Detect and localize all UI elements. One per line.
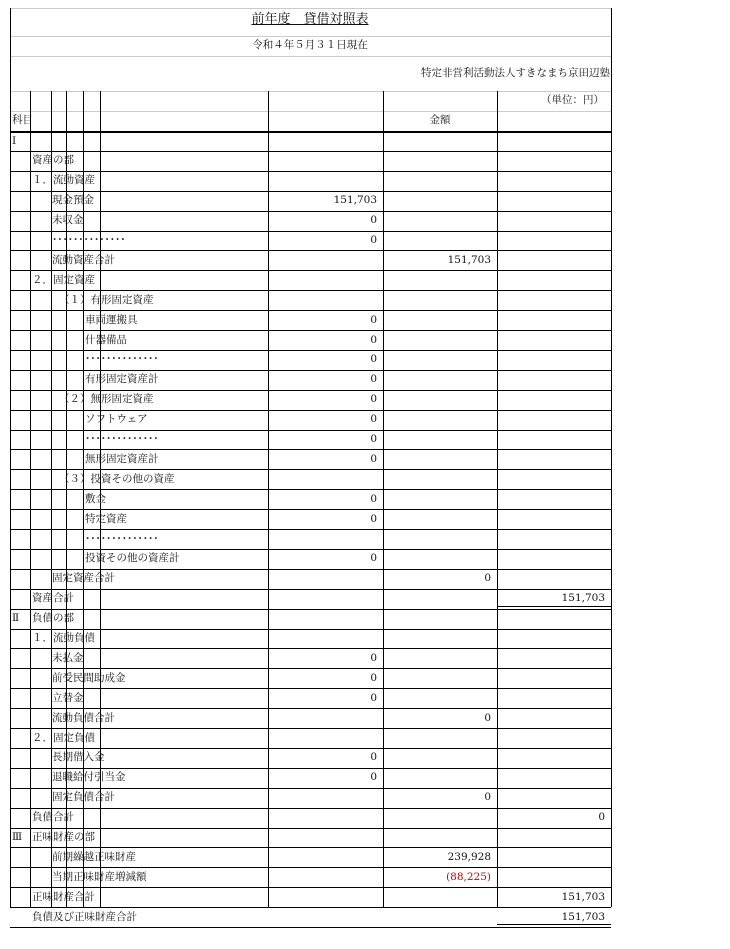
row-label: （２）無形固定資産 (59, 393, 154, 406)
row-label: ２．固定資産 (32, 273, 95, 286)
amount-cell: 0 (370, 512, 377, 525)
section-label: 正味財産の部 (32, 831, 95, 843)
amount-cell: 0 (370, 651, 377, 664)
grid-line (10, 270, 611, 271)
row-label: 投資その他の資産計 (85, 552, 180, 565)
organization-name: 特定非営利活動法人すきなまち京田辺塾 (421, 67, 610, 79)
row-label: 流動負債合計 (52, 711, 115, 724)
row-label: （１）有形固定資産 (59, 293, 154, 306)
row-label: ･･････････････ (85, 532, 159, 545)
row-label: 資産合計 (32, 592, 74, 605)
amount-cell: 0 (370, 671, 377, 684)
amount-cell: 0 (370, 214, 377, 227)
row-label: 立替金 (52, 691, 84, 704)
as-of-date: 令和４年５月３１日現在 (252, 39, 368, 51)
amount-cell: 0 (484, 572, 491, 585)
amount-cell: 0 (370, 333, 377, 346)
row-label: 固定資産合計 (52, 572, 115, 585)
row-label: 什器備品 (85, 333, 127, 346)
grid-line (383, 91, 384, 907)
row-label: 長期借入金 (52, 751, 105, 764)
row-label: 流動資産合計 (52, 253, 115, 266)
row-label: 資産の部 (32, 154, 74, 167)
row-label: 負債及び正味財産合計 (32, 910, 137, 923)
header-rule (10, 36, 611, 37)
row-label: 負債合計 (32, 811, 74, 824)
row-label: １．流動資産 (32, 174, 95, 187)
amount-cell: 0 (370, 413, 377, 426)
amount-cell: 0 (370, 452, 377, 465)
row-label: Ⅲ (12, 831, 23, 843)
row-label: ･･････････････ (52, 234, 126, 246)
grid-line (497, 91, 498, 907)
grid-line (611, 8, 612, 907)
amount-column-header: 金額 (429, 114, 451, 126)
row-label: 有形固定資産計 (85, 373, 159, 386)
amount-cell: 0 (370, 751, 377, 764)
section-label: 負債の部 (32, 612, 74, 625)
grid-line (10, 629, 611, 630)
row-label: １．流動負債 (32, 632, 95, 644)
row-label: 未払金 (52, 651, 84, 664)
amount-cell: 151,703 (447, 253, 491, 266)
amount-cell: (88,225) (446, 870, 491, 883)
grid-line (10, 171, 611, 172)
amount-cell: 0 (370, 393, 377, 406)
amount-cell: 0 (370, 691, 377, 704)
row-label: 未収金 (52, 214, 84, 227)
amount-cell: 0 (598, 811, 605, 824)
row-label: 正味財産合計 (32, 890, 95, 903)
amount-cell: 0 (370, 353, 377, 366)
row-label: 退職給付引当金 (52, 771, 126, 784)
amount-cell: 0 (370, 552, 377, 565)
amount-cell: 0 (484, 711, 491, 724)
grid-line (10, 728, 611, 729)
subject-column-header: 科目 (12, 114, 33, 126)
header-rule (10, 56, 611, 57)
row-label: ･･････････････ (85, 353, 159, 366)
amount-cell: 0 (370, 313, 377, 326)
row-label: （３）投資その他の資産 (59, 472, 175, 485)
amount-cell: 151,703 (561, 890, 605, 903)
grid-line (10, 927, 611, 928)
row-label: Ⅰ (12, 134, 17, 147)
row-label: ソフトウェア (85, 413, 148, 426)
amount-cell: 151,703 (561, 910, 605, 923)
grid-line (10, 151, 611, 152)
row-label: ･･････････････ (85, 433, 159, 445)
row-label: 敷金 (85, 492, 106, 505)
row-label: Ⅱ (12, 612, 20, 625)
amount-cell: 151,703 (561, 592, 605, 605)
amount-cell: 151,703 (333, 194, 377, 207)
amount-cell: 0 (484, 791, 491, 804)
grid-line (10, 8, 11, 907)
amount-cell: 0 (370, 234, 377, 246)
row-label: 特定資産 (85, 512, 127, 525)
unit-label: （単位：円） (541, 94, 604, 106)
grid-line (10, 609, 611, 610)
row-label: 前受民間助成金 (52, 671, 126, 684)
amount-cell: 0 (370, 771, 377, 784)
amount-cell: 0 (370, 492, 377, 505)
grid-line (10, 131, 611, 133)
grid-line (10, 828, 611, 829)
row-label: 固定負債合計 (52, 791, 115, 804)
amount-cell: 0 (370, 373, 377, 386)
amount-cell: 239,928 (447, 850, 491, 863)
row-label: ２．固定負債 (32, 731, 95, 744)
row-label: 車両運搬具 (85, 313, 138, 326)
sheet-title: 前年度 貸借対照表 (251, 12, 369, 27)
row-label: 無形固定資産計 (85, 452, 159, 465)
grid-line (30, 91, 31, 907)
row-label: 当期正味財産増減額 (52, 870, 147, 883)
amount-cell: 0 (370, 433, 377, 445)
row-label: 現金預金 (52, 194, 94, 207)
header-rule (10, 8, 611, 9)
row-label: 前期繰越正味財産 (52, 850, 136, 863)
